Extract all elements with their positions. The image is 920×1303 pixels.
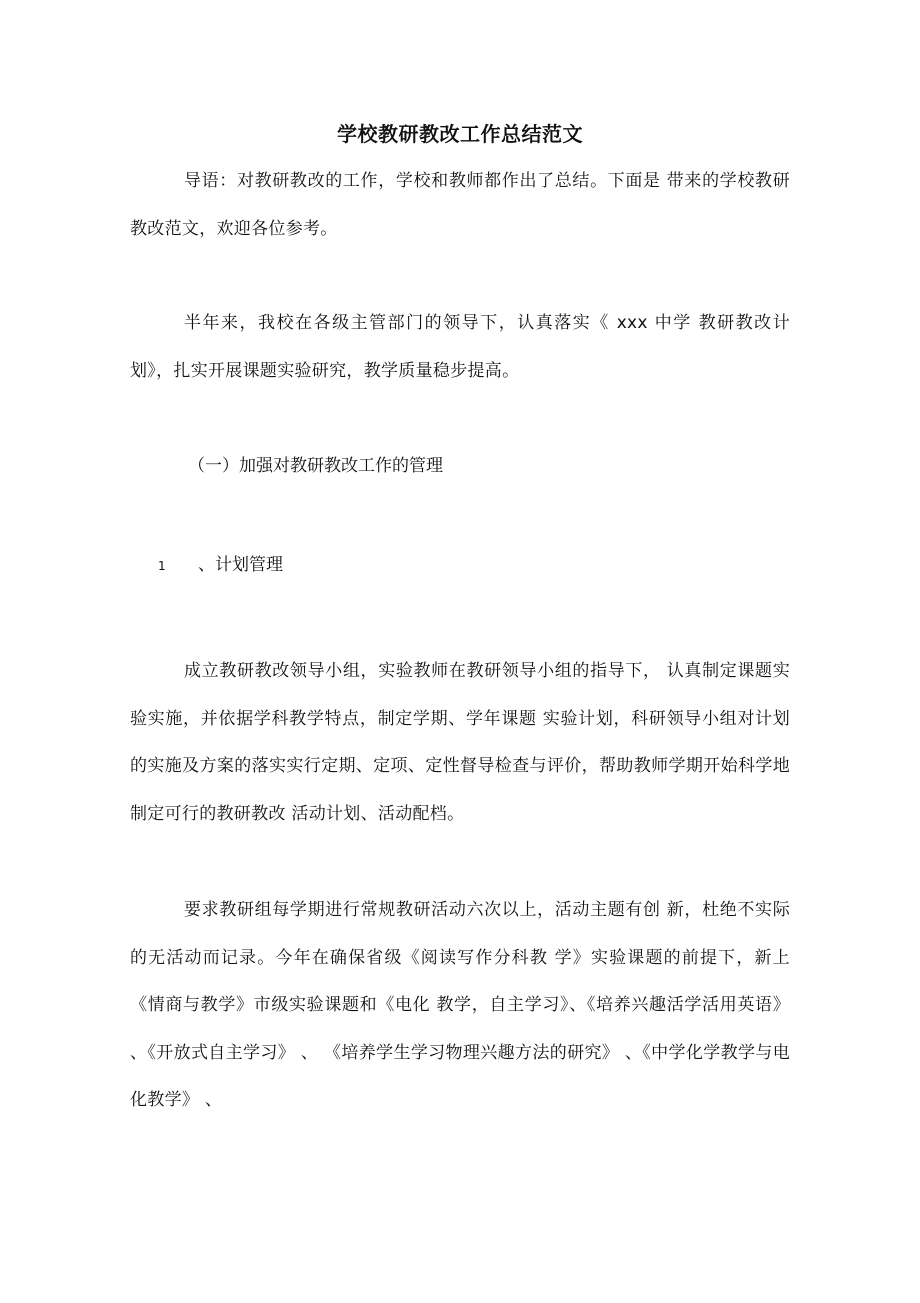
subsection-label: 、计划管理 [198, 555, 283, 575]
intro-paragraph: 导语：对教研教改的工作，学校和教师都作出了总结。下面是 带来的学校教研教改范文，欢迎各位参考。 [130, 171, 790, 239]
document-title: 学校教研教改工作总结范文 [337, 122, 583, 146]
section-heading: （一）加强对教研教改工作的管理 [188, 456, 443, 476]
activities-paragraph: 要求教研组每学期进行常规教研活动六次以上，活动主题有创 新，杜绝不实际的无活动而记录。今年在确保省级《阅读写作分科教 学》实验课题的前提下，新上《情商与教学》市级实验课题和《电化 教学，自主学习》、《培养兴趣活学活用英语》 、《开放式自主学习》 、 《培养学生学习物理兴趣方法的研究》 、《中学化学教学与电化教学》 、 [130, 900, 790, 1110]
subsection-number: 1 [158, 559, 166, 573]
planning-paragraph: 成立教研教改领导小组，实验教师在教研领导小组的指导下， 认真制定课题实验实施，并依据学科教学特点，制定学期、学年课题 实验计划，科研领导小组对计划的实施及方案的落实实行定期、定项、定性督导检查与评价，帮助教师学期开始科学地制定可行的教研教改 活动计划、活动配档。 [130, 661, 790, 824]
summary-paragraph: 半年来，我校在各级主管部门的领导下，认真落实《 xxx 中学 教研教改计划》，扎实开展课题实验研究，教学质量稳步提高。 [130, 313, 790, 381]
